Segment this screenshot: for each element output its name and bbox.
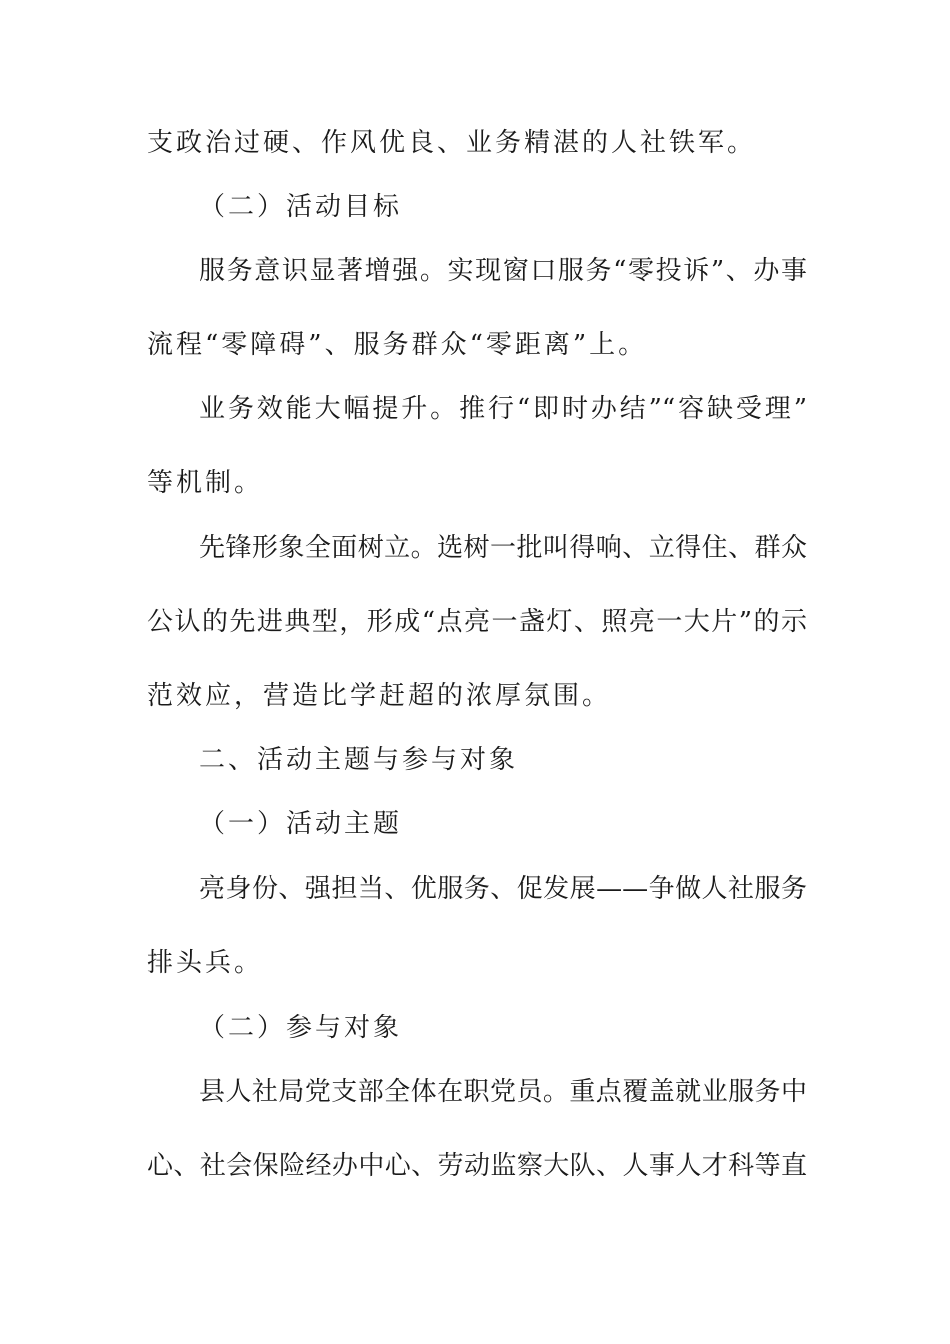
section-heading-participants: （二）参与对象 [199, 1013, 403, 1043]
paragraph-line: 公认的先进典型，形成“点亮一盏灯、照亮一大片”的示 [147, 607, 807, 637]
section-heading-activity-goals: （二）活动目标 [199, 192, 403, 222]
paragraph-line: 服务意识显著增强。实现窗口服务“零投诉”、办事 [199, 256, 807, 286]
paragraph-line: 心、社会保险经办中心、劳动监察大队、人事人才科等直 [147, 1151, 807, 1181]
section-heading-activity-theme: （一）活动主题 [199, 809, 403, 839]
section-heading-theme-participants: 二、活动主题与参与对象 [199, 745, 519, 775]
paragraph-line: 流程“零障碍”、服务群众“零距离”上。 [147, 330, 648, 360]
paragraph-line: 支政治过硬、作风优良、业务精湛的人社铁军。 [147, 128, 757, 158]
paragraph-line: 等机制。 [147, 468, 264, 498]
paragraph-line: 亮身份、强担当、优服务、促发展——争做人社服务 [199, 874, 807, 904]
paragraph-line: 县人社局党支部全体在职党员。重点覆盖就业服务中 [199, 1077, 807, 1107]
paragraph-line: 排头兵。 [147, 948, 264, 978]
paragraph-line: 先锋形象全面树立。选树一批叫得响、立得住、群众 [199, 533, 807, 563]
paragraph-line: 业务效能大幅提升。推行“即时办结”“容缺受理” [199, 394, 807, 424]
paragraph-line: 范效应，营造比学赶超的浓厚氛围。 [147, 681, 612, 711]
